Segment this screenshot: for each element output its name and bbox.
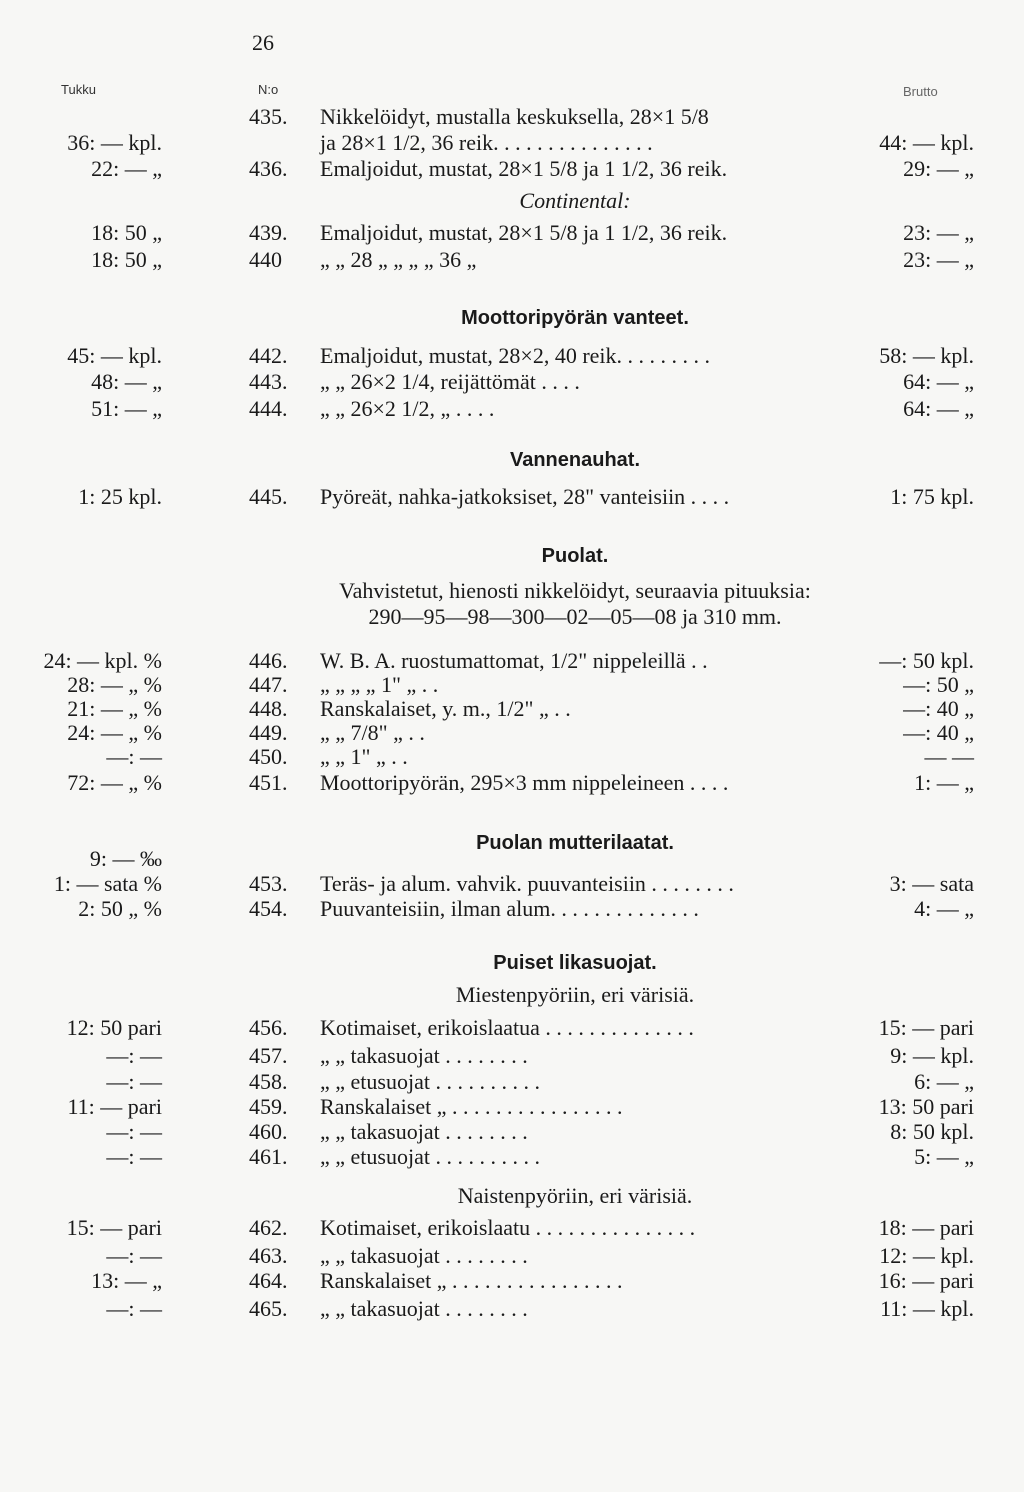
table-row	[0, 1144, 1024, 1170]
item-description: Ranskalaiset, y. m., 1/2" „ . .	[320, 696, 571, 721]
gross-price: 15: — pari	[878, 1015, 974, 1040]
wholesale-price: 45: — kpl.	[67, 343, 162, 368]
gross-price: 4: — „	[914, 896, 974, 921]
column-header-number: N:o	[258, 82, 279, 97]
gross-price: 44: — kpl.	[879, 130, 974, 155]
wholesale-price: 1: — sata %	[53, 871, 162, 896]
item-description: Pyöreät, nahka-jatkoksiset, 28" vanteisiin . . . .	[320, 484, 730, 509]
wholesale-price: —: —	[106, 1069, 162, 1094]
table-row	[0, 1069, 1024, 1095]
item-number: 461.	[249, 1144, 288, 1169]
gross-price: 5: — „	[914, 1144, 974, 1169]
item-number: 442.	[249, 343, 288, 368]
item-description: „ „ 26×2 1/2, „ . . . .	[320, 396, 495, 421]
item-description: Emaljoidut, mustat, 28×1 5/8 ja 1 1/2, 36 reik.	[320, 220, 728, 245]
gross-price: 6: — „	[914, 1069, 974, 1094]
table-row	[0, 1015, 1024, 1041]
item-number: 443.	[249, 369, 288, 394]
table-row	[0, 220, 1024, 246]
wholesale-price: 15: — pari	[66, 1215, 162, 1240]
item-number: 458.	[249, 1069, 288, 1094]
table-row	[0, 1043, 1024, 1069]
table-row	[0, 871, 1024, 897]
item-number: 436.	[249, 156, 288, 181]
table-row	[0, 672, 1024, 698]
item-description: „ „ 28 „ „ „ „ 36 „	[320, 247, 477, 272]
gross-price: 64: — „	[903, 396, 974, 421]
wholesale-price: 72: — „ %	[67, 770, 162, 795]
item-description: W. B. A. ruostumattomat, 1/2" nippeleillä . .	[320, 648, 708, 673]
item-number: 444.	[249, 396, 288, 421]
wholesale-price: —: —	[106, 744, 162, 769]
gross-price: 23: — „	[903, 247, 974, 272]
item-number: 453.	[249, 871, 288, 896]
wholesale-price: 21: — „ %	[67, 696, 162, 721]
item-description: Emaljoidut, mustat, 28×1 5/8 ja 1 1/2, 36 reik.	[320, 156, 728, 181]
wholesale-price: —: —	[106, 1043, 162, 1068]
item-number: 454.	[249, 896, 288, 921]
table-row	[0, 130, 1024, 156]
table-row	[0, 1119, 1024, 1145]
item-number: 447.	[249, 672, 288, 697]
gross-price: 3: — sata	[889, 871, 974, 896]
item-description: „ „ etusuojat . . . . . . . . . .	[320, 1069, 540, 1094]
item-description: „ „ takasuojat . . . . . . . .	[320, 1119, 528, 1144]
table-row	[0, 1094, 1024, 1120]
item-number: 456.	[249, 1015, 288, 1040]
table-row	[0, 648, 1024, 674]
wholesale-price: 1: 25 kpl.	[78, 484, 162, 509]
item-description: Kotimaiset, erikoislaatua . . . . . . . . . . . . . .	[320, 1015, 694, 1040]
item-number: 446.	[249, 648, 288, 673]
item-number: 448.	[249, 696, 288, 721]
item-description: Nikkelöidyt, mustalla keskuksella, 28×1 5/8	[320, 104, 709, 129]
item-description: ja 28×1 1/2, 36 reik. . . . . . . . . . . . . . .	[320, 130, 653, 155]
gross-price: 8: 50 kpl.	[890, 1119, 974, 1144]
gross-price: 18: — pari	[878, 1215, 974, 1240]
wholesale-price: 48: — „	[91, 369, 162, 394]
table-row	[0, 696, 1024, 722]
gross-price: 12: — kpl.	[879, 1243, 974, 1268]
item-description: „ „ takasuojat . . . . . . . .	[320, 1243, 528, 1268]
section-subtitle: Miestenpyöriin, eri värisiä.	[455, 982, 695, 1007]
item-number: 449.	[249, 720, 288, 745]
table-row	[0, 744, 1024, 770]
gross-price: 64: — „	[903, 369, 974, 394]
table-row	[0, 720, 1024, 746]
table-row	[0, 1268, 1024, 1294]
wholesale-price: 13: — „	[91, 1268, 162, 1293]
item-number: 463.	[249, 1243, 288, 1268]
item-number: 462.	[249, 1215, 288, 1240]
item-number: 464.	[249, 1268, 288, 1293]
wholesale-price: 24: — „ %	[67, 720, 162, 745]
item-description: „ „ 26×2 1/4, reijättömät . . . .	[320, 369, 580, 394]
gross-price: 23: — „	[903, 220, 974, 245]
column-header-wholesale: Tukku	[61, 82, 96, 97]
table-row	[0, 896, 1024, 922]
subheading: Continental:	[519, 188, 631, 213]
section-subtitle: 290—95—98—300—02—05—08 ja 310 mm.	[368, 604, 782, 629]
wholesale-price: 51: — „	[91, 396, 162, 421]
table-row	[0, 1243, 1024, 1269]
item-description: Ranskalaiset „ . . . . . . . . . . . . . . . .	[320, 1094, 623, 1119]
wholesale-price: —: —	[106, 1144, 162, 1169]
gross-price: —: 40 „	[903, 720, 974, 745]
item-description: „ „ takasuojat . . . . . . . .	[320, 1043, 528, 1068]
table-row	[0, 156, 1024, 182]
section-subtitle: Vahvistetut, hienosti nikkelöidyt, seuraavia pituuksia:	[339, 578, 811, 603]
gross-price: 29: — „	[903, 156, 974, 181]
wholesale-price: —: —	[106, 1119, 162, 1144]
section-subtitle: Naistenpyöriin, eri värisiä.	[457, 1183, 693, 1208]
item-number: 445.	[249, 484, 288, 509]
item-description: „ „ „ „ 1" „ . .	[320, 672, 439, 697]
item-description: „ „ etusuojat . . . . . . . . . .	[320, 1144, 540, 1169]
gross-price: 1: 75 kpl.	[890, 484, 974, 509]
item-number: 439.	[249, 220, 288, 245]
gross-price: —: 50 kpl.	[879, 648, 974, 673]
gross-price: 16: — pari	[878, 1268, 974, 1293]
column-header-gross: Brutto	[903, 84, 938, 99]
section-heading: Vannenauhat.	[509, 449, 641, 471]
item-description: „ „ 1" „ . .	[320, 744, 408, 769]
table-row	[0, 846, 1024, 872]
table-row	[0, 1215, 1024, 1241]
wholesale-price: 2: 50 „ %	[78, 896, 162, 921]
table-row	[0, 343, 1024, 369]
wholesale-price: 24: — kpl. %	[43, 648, 162, 673]
wholesale-price: 22: — „	[91, 156, 162, 181]
item-description: „ „ takasuojat . . . . . . . .	[320, 1296, 528, 1321]
table-row	[0, 1296, 1024, 1322]
item-description: Moottoripyörän, 295×3 mm nippeleineen . . . .	[320, 770, 729, 795]
wholesale-price: —: —	[106, 1296, 162, 1321]
wholesale-price: 12: 50 pari	[66, 1015, 162, 1040]
gross-price: — —	[924, 744, 974, 769]
item-number: 440	[249, 247, 282, 272]
item-description: Emaljoidut, mustat, 28×2, 40 reik. . . . . . . . .	[320, 343, 711, 368]
item-description: „ „ 7/8" „ . .	[320, 720, 425, 745]
item-number: 465.	[249, 1296, 288, 1321]
gross-price: 13: 50 pari	[878, 1094, 974, 1119]
item-description: Puuvanteisiin, ilman alum. . . . . . . . . . . . . .	[320, 896, 699, 921]
gross-price: —: 40 „	[903, 696, 974, 721]
item-description: Kotimaiset, erikoislaatu . . . . . . . . . . . . . . .	[320, 1215, 696, 1240]
wholesale-price: 11: — pari	[67, 1094, 162, 1119]
table-row	[0, 369, 1024, 395]
table-row	[0, 396, 1024, 422]
section-heading: Puolat.	[541, 545, 609, 567]
wholesale-price: 18: 50 „	[91, 247, 162, 272]
gross-price: 58: — kpl.	[879, 343, 974, 368]
wholesale-price: —: —	[106, 1243, 162, 1268]
page-number: 26	[252, 30, 274, 55]
wholesale-price: 9: — ‰	[89, 846, 162, 871]
section-heading: Puiset likasuojat.	[493, 952, 657, 974]
item-number: 450.	[249, 744, 288, 769]
section-heading: Moottoripyörän vanteet.	[461, 307, 689, 329]
gross-price: —: 50 „	[903, 672, 974, 697]
item-number: 460.	[249, 1119, 288, 1144]
item-number: 457.	[249, 1043, 288, 1068]
gross-price: 11: — kpl.	[880, 1296, 974, 1321]
item-number: 451.	[249, 770, 288, 795]
table-row	[0, 247, 1024, 273]
item-description: Teräs- ja alum. vahvik. puuvanteisiin . . . . . . . .	[320, 871, 734, 896]
wholesale-price: 28: — „ %	[67, 672, 162, 697]
table-row	[0, 770, 1024, 796]
table-row	[0, 484, 1024, 510]
item-description: Ranskalaiset „ . . . . . . . . . . . . . . . .	[320, 1268, 623, 1293]
item-number: 459.	[249, 1094, 288, 1119]
wholesale-price: 36: — kpl.	[67, 130, 162, 155]
wholesale-price: 18: 50 „	[91, 220, 162, 245]
section-heading: Puolan mutterilaatat.	[476, 832, 674, 854]
gross-price: 9: — kpl.	[890, 1043, 974, 1068]
table-row	[0, 104, 1024, 130]
gross-price: 1: — „	[914, 770, 974, 795]
item-number: 435.	[249, 104, 288, 129]
